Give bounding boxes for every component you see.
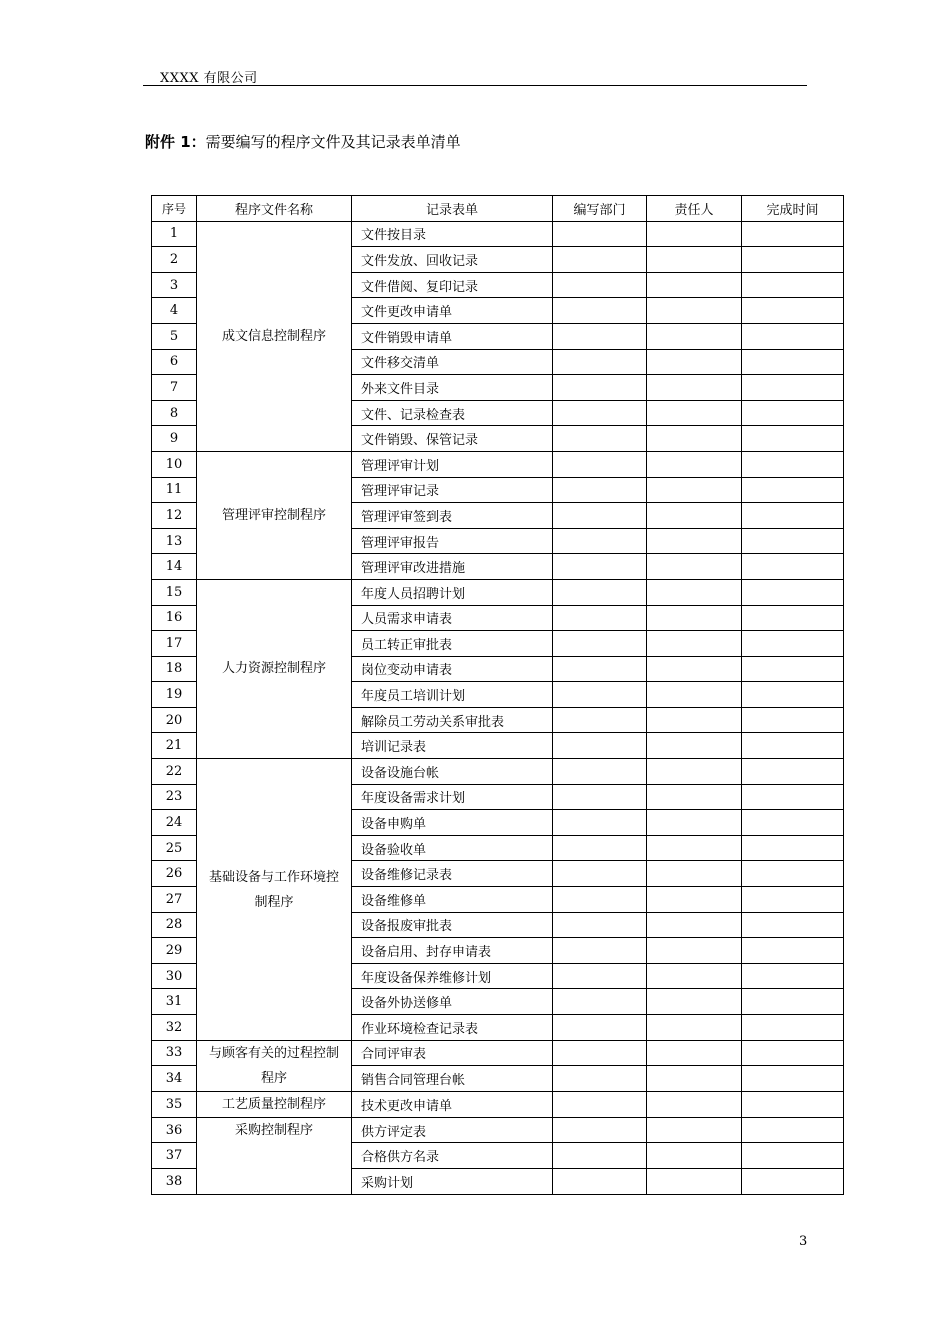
dept-cell bbox=[553, 1091, 647, 1117]
record-form-name: 合同评审表 bbox=[352, 1040, 553, 1066]
row-number: 21 bbox=[152, 733, 197, 759]
table-row bbox=[152, 1091, 844, 1117]
deadline-cell bbox=[742, 400, 844, 426]
record-form-name: 文件销毁申请单 bbox=[352, 323, 553, 349]
owner-cell bbox=[647, 912, 742, 938]
attachment-title-text: 需要编写的程序文件及其记录表单清单 bbox=[205, 133, 461, 151]
deadline-cell bbox=[742, 631, 844, 657]
deadline-cell bbox=[742, 349, 844, 375]
row-number: 4 bbox=[152, 298, 197, 324]
owner-cell bbox=[647, 656, 742, 682]
dept-cell bbox=[553, 963, 647, 989]
row-number: 32 bbox=[152, 1015, 197, 1041]
col-header-deadline: 完成时间 bbox=[742, 196, 844, 222]
owner-cell bbox=[647, 733, 742, 759]
row-number: 19 bbox=[152, 682, 197, 708]
dept-cell bbox=[553, 887, 647, 913]
owner-cell bbox=[647, 707, 742, 733]
deadline-cell bbox=[742, 272, 844, 298]
deadline-cell bbox=[742, 835, 844, 861]
row-number: 8 bbox=[152, 400, 197, 426]
dept-cell bbox=[553, 1117, 647, 1143]
owner-cell bbox=[647, 682, 742, 708]
record-form-name: 销售合同管理台帐 bbox=[352, 1066, 553, 1092]
owner-cell bbox=[647, 759, 742, 785]
row-number: 18 bbox=[152, 656, 197, 682]
record-form-name: 文件发放、回收记录 bbox=[352, 247, 553, 273]
deadline-cell bbox=[742, 221, 844, 247]
row-number: 31 bbox=[152, 989, 197, 1015]
dept-cell bbox=[553, 426, 647, 452]
row-number: 30 bbox=[152, 963, 197, 989]
dept-cell bbox=[553, 784, 647, 810]
owner-cell bbox=[647, 503, 742, 529]
owner-cell bbox=[647, 323, 742, 349]
row-number: 28 bbox=[152, 912, 197, 938]
owner-cell bbox=[647, 1117, 742, 1143]
owner-cell bbox=[647, 1066, 742, 1092]
row-number: 2 bbox=[152, 247, 197, 273]
dept-cell bbox=[553, 298, 647, 324]
row-number: 16 bbox=[152, 605, 197, 631]
owner-cell bbox=[647, 861, 742, 887]
row-number: 6 bbox=[152, 349, 197, 375]
deadline-cell bbox=[742, 1143, 844, 1169]
dept-cell bbox=[553, 1168, 647, 1194]
deadline-cell bbox=[742, 733, 844, 759]
dept-cell bbox=[553, 1015, 647, 1041]
record-form-name: 设备维修单 bbox=[352, 887, 553, 913]
row-number: 23 bbox=[152, 784, 197, 810]
deadline-cell bbox=[742, 912, 844, 938]
owner-cell bbox=[647, 605, 742, 631]
record-form-name: 年度设备保养维修计划 bbox=[352, 963, 553, 989]
record-form-name: 设备启用、封存申请表 bbox=[352, 938, 553, 964]
owner-cell bbox=[647, 477, 742, 503]
table-row bbox=[152, 451, 844, 477]
header-divider bbox=[143, 85, 807, 86]
row-number: 24 bbox=[152, 810, 197, 836]
deadline-cell bbox=[742, 323, 844, 349]
record-form-name: 年度员工培训计划 bbox=[352, 682, 553, 708]
dept-cell bbox=[553, 707, 647, 733]
record-form-name: 合格供方名录 bbox=[352, 1143, 553, 1169]
row-number: 9 bbox=[152, 426, 197, 452]
record-form-name: 设备报废审批表 bbox=[352, 912, 553, 938]
dept-cell bbox=[553, 579, 647, 605]
deadline-cell bbox=[742, 298, 844, 324]
owner-cell bbox=[647, 579, 742, 605]
deadline-cell bbox=[742, 1091, 844, 1117]
owner-cell bbox=[647, 528, 742, 554]
procedure-name: 成文信息控制程序 bbox=[197, 221, 352, 451]
deadline-cell bbox=[742, 503, 844, 529]
owner-cell bbox=[647, 1143, 742, 1169]
row-number: 38 bbox=[152, 1168, 197, 1194]
row-number: 3 bbox=[152, 272, 197, 298]
table-body bbox=[152, 221, 844, 1194]
dept-cell bbox=[553, 759, 647, 785]
deadline-cell bbox=[742, 477, 844, 503]
deadline-cell bbox=[742, 989, 844, 1015]
record-form-name: 文件借阅、复印记录 bbox=[352, 272, 553, 298]
row-number: 36 bbox=[152, 1117, 197, 1143]
dept-cell bbox=[553, 682, 647, 708]
dept-cell bbox=[553, 477, 647, 503]
owner-cell bbox=[647, 1168, 742, 1194]
dept-cell bbox=[553, 323, 647, 349]
record-form-name: 文件更改申请单 bbox=[352, 298, 553, 324]
dept-cell bbox=[553, 247, 647, 273]
table-row bbox=[152, 759, 844, 785]
dept-cell bbox=[553, 272, 647, 298]
deadline-cell bbox=[742, 1168, 844, 1194]
row-number: 22 bbox=[152, 759, 197, 785]
dept-cell bbox=[553, 1143, 647, 1169]
owner-cell bbox=[647, 1015, 742, 1041]
dept-cell bbox=[553, 835, 647, 861]
row-number: 13 bbox=[152, 528, 197, 554]
owner-cell bbox=[647, 963, 742, 989]
record-form-name: 年度设备需求计划 bbox=[352, 784, 553, 810]
dept-cell bbox=[553, 605, 647, 631]
owner-cell bbox=[647, 810, 742, 836]
page-number: 3 bbox=[799, 1234, 808, 1249]
record-form-name: 解除员工劳动关系审批表 bbox=[352, 707, 553, 733]
deadline-cell bbox=[742, 579, 844, 605]
procedure-name: 工艺质量控制程序 bbox=[197, 1091, 352, 1117]
dept-cell bbox=[553, 1040, 647, 1066]
owner-cell bbox=[647, 554, 742, 580]
procedure-name: 采购控制程序 bbox=[197, 1117, 352, 1194]
col-header-seq: 序号 bbox=[152, 196, 197, 222]
record-form-name: 设备申购单 bbox=[352, 810, 553, 836]
owner-cell bbox=[647, 375, 742, 401]
owner-cell bbox=[647, 631, 742, 657]
owner-cell bbox=[647, 1040, 742, 1066]
record-form-name: 设备设施台帐 bbox=[352, 759, 553, 785]
row-number: 37 bbox=[152, 1143, 197, 1169]
deadline-cell bbox=[742, 528, 844, 554]
record-form-name: 外来文件目录 bbox=[352, 375, 553, 401]
dept-cell bbox=[553, 810, 647, 836]
deadline-cell bbox=[742, 247, 844, 273]
deadline-cell bbox=[742, 963, 844, 989]
record-form-name: 文件销毁、保管记录 bbox=[352, 426, 553, 452]
row-number: 11 bbox=[152, 477, 197, 503]
owner-cell bbox=[647, 938, 742, 964]
table-row bbox=[152, 221, 844, 247]
record-form-name: 文件、记录检查表 bbox=[352, 400, 553, 426]
dept-cell bbox=[553, 912, 647, 938]
procedure-name: 与顾客有关的过程控制程序 bbox=[197, 1040, 352, 1091]
col-header-owner: 责任人 bbox=[647, 196, 742, 222]
dept-cell bbox=[553, 554, 647, 580]
owner-cell bbox=[647, 451, 742, 477]
procedure-name: 管理评审控制程序 bbox=[197, 451, 352, 579]
record-form-name: 设备外协送修单 bbox=[352, 989, 553, 1015]
deadline-cell bbox=[742, 656, 844, 682]
deadline-cell bbox=[742, 375, 844, 401]
owner-cell bbox=[647, 298, 742, 324]
owner-cell bbox=[647, 989, 742, 1015]
row-number: 26 bbox=[152, 861, 197, 887]
dept-cell bbox=[553, 375, 647, 401]
record-form-name: 管理评审报告 bbox=[352, 528, 553, 554]
row-number: 27 bbox=[152, 887, 197, 913]
dept-cell bbox=[553, 1066, 647, 1092]
record-form-name: 作业环境检查记录表 bbox=[352, 1015, 553, 1041]
row-number: 1 bbox=[152, 221, 197, 247]
deadline-cell bbox=[742, 451, 844, 477]
owner-cell bbox=[647, 221, 742, 247]
deadline-cell bbox=[742, 759, 844, 785]
dept-cell bbox=[553, 989, 647, 1015]
deadline-cell bbox=[742, 426, 844, 452]
col-header-form: 记录表单 bbox=[352, 196, 553, 222]
record-form-name: 设备验收单 bbox=[352, 835, 553, 861]
owner-cell bbox=[647, 400, 742, 426]
record-form-name: 管理评审记录 bbox=[352, 477, 553, 503]
records-table bbox=[151, 195, 844, 1195]
dept-cell bbox=[553, 631, 647, 657]
owner-cell bbox=[647, 835, 742, 861]
row-number: 12 bbox=[152, 503, 197, 529]
dept-cell bbox=[553, 349, 647, 375]
owner-cell bbox=[647, 247, 742, 273]
row-number: 20 bbox=[152, 707, 197, 733]
row-number: 34 bbox=[152, 1066, 197, 1092]
deadline-cell bbox=[742, 887, 844, 913]
record-form-name: 人员需求申请表 bbox=[352, 605, 553, 631]
dept-cell bbox=[553, 861, 647, 887]
record-form-name: 采购计划 bbox=[352, 1168, 553, 1194]
owner-cell bbox=[647, 1091, 742, 1117]
deadline-cell bbox=[742, 1040, 844, 1066]
row-number: 7 bbox=[152, 375, 197, 401]
row-number: 5 bbox=[152, 323, 197, 349]
dept-cell bbox=[553, 451, 647, 477]
record-form-name: 技术更改申请单 bbox=[352, 1091, 553, 1117]
procedure-name: 人力资源控制程序 bbox=[197, 579, 352, 758]
header-company-name: XXXX 有限公司 bbox=[160, 71, 258, 86]
record-form-name: 管理评审签到表 bbox=[352, 503, 553, 529]
deadline-cell bbox=[742, 861, 844, 887]
row-number: 35 bbox=[152, 1091, 197, 1117]
deadline-cell bbox=[742, 554, 844, 580]
owner-cell bbox=[647, 349, 742, 375]
deadline-cell bbox=[742, 810, 844, 836]
record-form-name: 文件移交清单 bbox=[352, 349, 553, 375]
deadline-cell bbox=[742, 938, 844, 964]
row-number: 33 bbox=[152, 1040, 197, 1066]
owner-cell bbox=[647, 426, 742, 452]
row-number: 10 bbox=[152, 451, 197, 477]
record-form-name: 培训记录表 bbox=[352, 733, 553, 759]
dept-cell bbox=[553, 733, 647, 759]
table-row bbox=[152, 1117, 844, 1143]
attachment-title bbox=[145, 131, 461, 152]
table-header-row bbox=[152, 196, 844, 222]
record-form-name: 文件按目录 bbox=[352, 221, 553, 247]
deadline-cell bbox=[742, 707, 844, 733]
row-number: 17 bbox=[152, 631, 197, 657]
table-row bbox=[152, 1040, 844, 1066]
dept-cell bbox=[553, 938, 647, 964]
row-number: 29 bbox=[152, 938, 197, 964]
deadline-cell bbox=[742, 682, 844, 708]
dept-cell bbox=[553, 528, 647, 554]
deadline-cell bbox=[742, 1015, 844, 1041]
record-form-name: 岗位变动申请表 bbox=[352, 656, 553, 682]
col-header-dept: 编写部门 bbox=[553, 196, 647, 222]
dept-cell bbox=[553, 656, 647, 682]
table-row bbox=[152, 579, 844, 605]
owner-cell bbox=[647, 784, 742, 810]
record-form-name: 管理评审改进措施 bbox=[352, 554, 553, 580]
attachment-label: 附件 1： bbox=[145, 133, 206, 151]
row-number: 25 bbox=[152, 835, 197, 861]
record-form-name: 年度人员招聘计划 bbox=[352, 579, 553, 605]
dept-cell bbox=[553, 503, 647, 529]
record-form-name: 设备维修记录表 bbox=[352, 861, 553, 887]
row-number: 14 bbox=[152, 554, 197, 580]
record-form-name: 员工转正审批表 bbox=[352, 631, 553, 657]
dept-cell bbox=[553, 400, 647, 426]
deadline-cell bbox=[742, 784, 844, 810]
deadline-cell bbox=[742, 1117, 844, 1143]
dept-cell bbox=[553, 221, 647, 247]
record-form-name: 管理评审计划 bbox=[352, 451, 553, 477]
procedure-name: 基础设备与工作环境控制程序 bbox=[197, 759, 352, 1041]
deadline-cell bbox=[742, 605, 844, 631]
col-header-procedure: 程序文件名称 bbox=[197, 196, 352, 222]
owner-cell bbox=[647, 272, 742, 298]
record-form-name: 供方评定表 bbox=[352, 1117, 553, 1143]
row-number: 15 bbox=[152, 579, 197, 605]
owner-cell bbox=[647, 887, 742, 913]
deadline-cell bbox=[742, 1066, 844, 1092]
